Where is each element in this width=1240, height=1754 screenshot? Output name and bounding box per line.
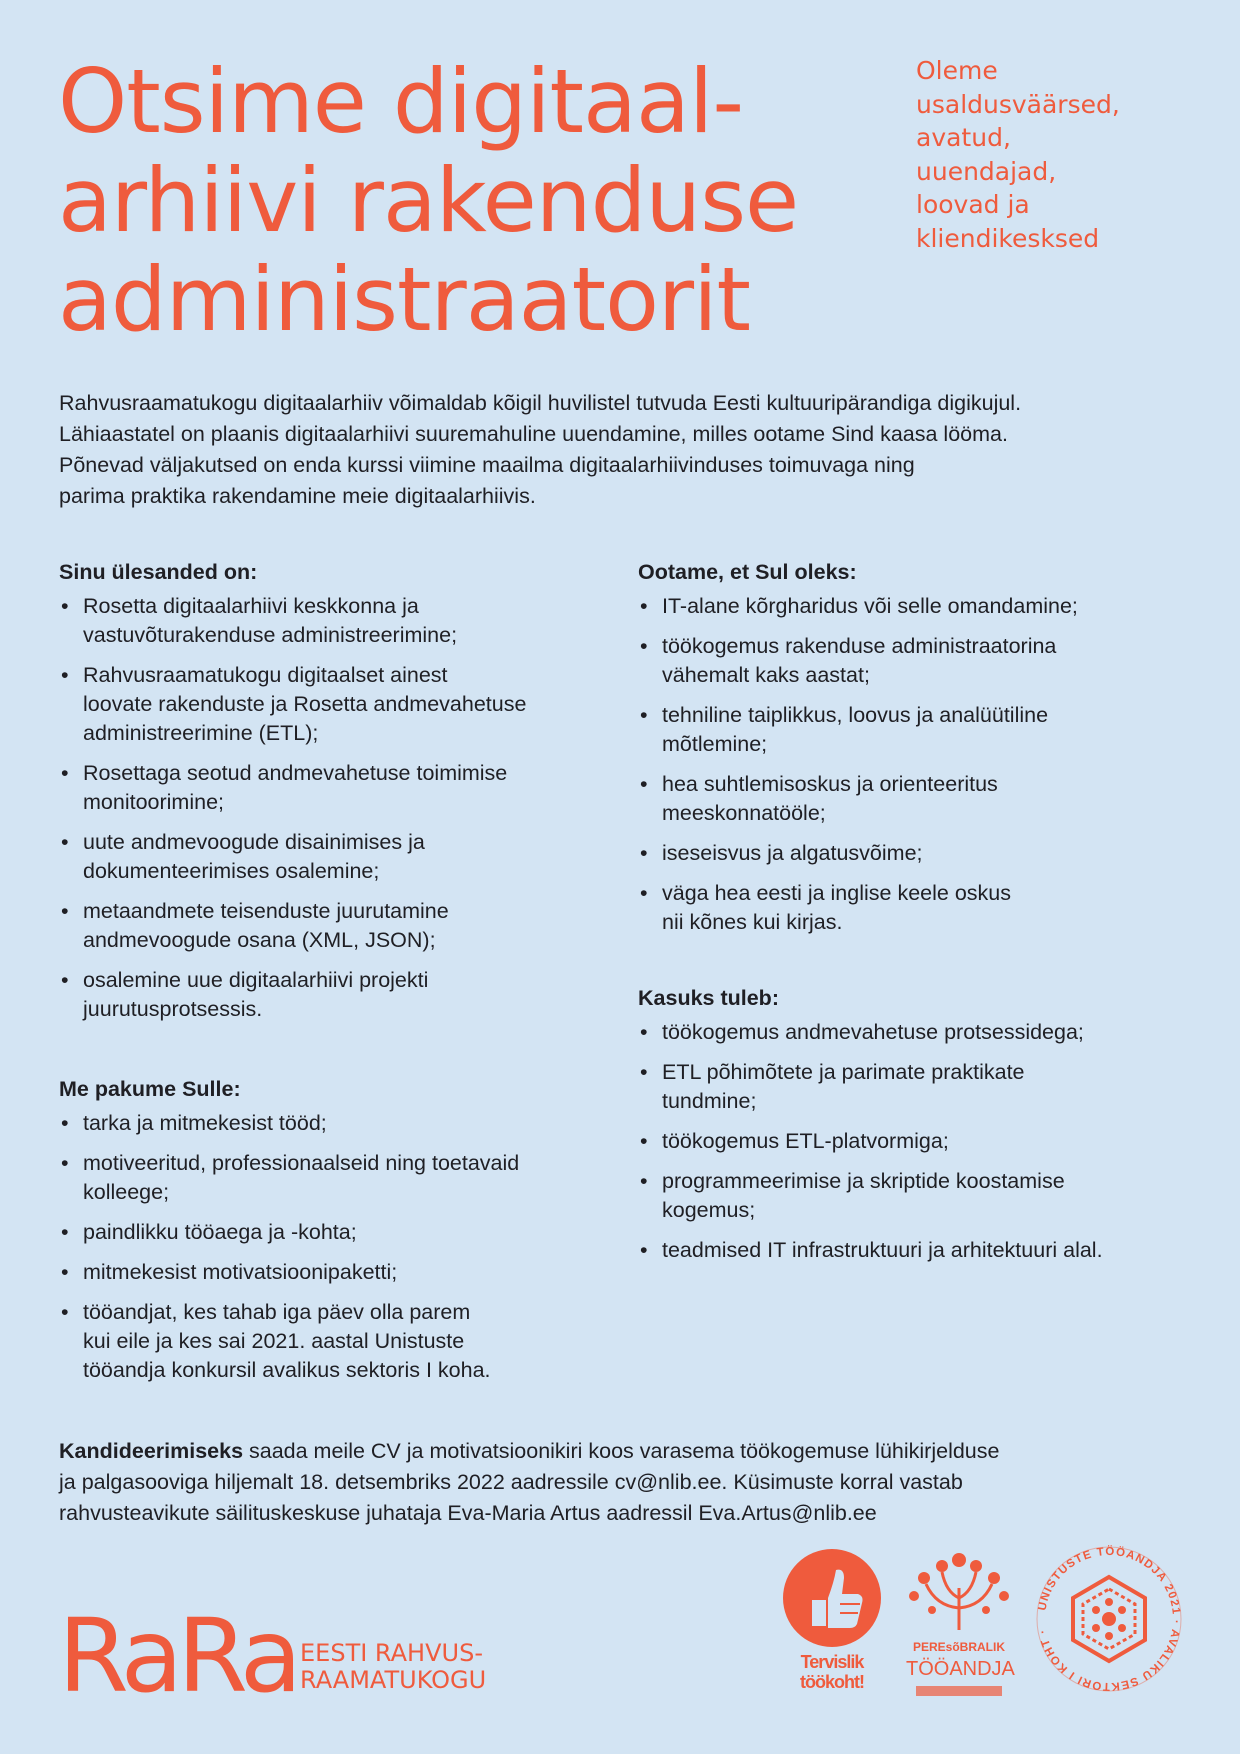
section-heading: Me pakume Sulle: — [59, 1077, 241, 1101]
seal-icon — [1034, 1544, 1184, 1694]
page-title — [58, 52, 888, 349]
list-item-text: Rahvusraamatukogu digitaalset ainest — [83, 663, 448, 687]
section-requirements — [638, 557, 1198, 948]
list-item — [59, 828, 599, 886]
apply-line1-rest: saada meile CV ja motivatsioonikiri koos varasema töökogemuse lühikirjelduse — [243, 1439, 1000, 1463]
rara-logo — [58, 1597, 297, 1716]
list-item-text: kogemus; — [662, 1198, 756, 1222]
bullet-icon: • — [61, 1260, 69, 1284]
list-item-text: tööandjat, kes tahab iga päev olla parem — [83, 1300, 471, 1324]
list-item-text: loovate rakenduste ja Rosetta andmevahetuse — [83, 692, 527, 716]
badge-health-line: töökoht! — [800, 1672, 864, 1692]
values-statement — [916, 54, 1216, 255]
list-item — [638, 1167, 1198, 1225]
list-item-text: programmeerimise ja skriptide koostamise — [662, 1169, 1065, 1193]
list-item-text: kolleege; — [83, 1180, 170, 1204]
list-item-text: mõtlemine; — [662, 732, 768, 756]
bullet-list — [59, 1109, 599, 1385]
bullet-icon: • — [640, 703, 648, 727]
list-item-text: motiveeritud, professionaalseid ning toetavaid — [83, 1151, 520, 1175]
bullet-icon: • — [640, 1129, 648, 1153]
apply-line: ja palgasooviga hiljemalt 18. detsembriks 2022 aadressile cv@nlib.ee. Küsimuste korral vastab — [59, 1470, 963, 1494]
list-item — [638, 1127, 1198, 1156]
list-item-text: metaandmete teisenduste juurutamine — [83, 899, 449, 923]
list-item — [638, 1236, 1198, 1265]
application-instructions — [59, 1436, 1199, 1529]
section-offer — [59, 1074, 599, 1396]
thumbs-up-icon — [782, 1548, 882, 1648]
title-line: Otsime digitaal- — [58, 50, 744, 153]
list-item — [638, 839, 1198, 868]
bullet-list — [59, 592, 599, 1024]
intro-line: Lähiaastatel on plaanis digitaalarhiivi suuremahuline uuendamine, milles ootame Sind kaasa lööma. — [59, 422, 1008, 446]
list-item — [59, 1258, 599, 1287]
list-item — [638, 1058, 1198, 1116]
list-item-text: Rosetta digitaalarhiivi keskkonna ja — [83, 594, 419, 618]
section-heading: Sinu ülesanded on: — [59, 560, 258, 584]
apply-line: rahvusteavikute säilituskeskuse juhataja Eva-Maria Artus aadressil Eva.Artus@nlib.ee — [59, 1501, 877, 1525]
list-item — [59, 897, 599, 955]
list-item-text: osalemine uue digitaalarhiivi projekti — [83, 968, 429, 992]
bullet-icon: • — [640, 1020, 648, 1044]
list-item-text: vähemalt kaks aastat; — [662, 663, 870, 687]
badge-family-text — [906, 1636, 1015, 1680]
list-item — [59, 1109, 599, 1138]
list-item — [638, 592, 1198, 621]
list-item-text: IT-alane kõrgharidus või selle omandamine; — [662, 594, 1078, 618]
list-item-text: administreerimine (ETL); — [83, 721, 319, 745]
intro-line: parima praktika rakendamine meie digitaalarhiivis. — [59, 484, 536, 508]
badge-family-line: PEREsõBRALIK — [912, 1640, 1005, 1654]
list-item — [638, 1018, 1198, 1047]
list-item-text: vastuvõturakenduse administreerimine; — [83, 623, 458, 647]
logo-subtitle-line: RAAMATUKOGU — [300, 1666, 487, 1694]
intro-paragraph — [59, 388, 1199, 512]
list-item-text: tundmine; — [662, 1089, 757, 1113]
bullet-icon: • — [640, 594, 648, 618]
list-item — [638, 632, 1198, 690]
badge-health-text — [782, 1652, 882, 1692]
values-line: usaldusväärsed, — [916, 89, 1120, 119]
list-item — [638, 770, 1198, 828]
logo-wordmark: RaRa — [58, 1597, 297, 1716]
bullet-icon: • — [61, 968, 69, 992]
list-item — [59, 1149, 599, 1207]
list-item — [59, 661, 599, 748]
list-item-text: tehniline taiplikkus, loovus ja analüütiline — [662, 703, 1049, 727]
list-item-text: ETL põhimõtete ja parimate praktikate — [662, 1060, 1025, 1084]
list-item — [59, 592, 599, 650]
list-item-text: töökogemus andmevahetuse protsessidega; — [662, 1020, 1084, 1044]
bullet-icon: • — [61, 830, 69, 854]
section-heading: Ootame, et Sul oleks: — [638, 560, 857, 584]
badge-health-line: Tervislik — [800, 1652, 864, 1672]
list-item — [59, 966, 599, 1024]
list-item-text: uute andmevoogude disainimises ja — [83, 830, 425, 854]
list-item-text: töökogemus rakenduse administraatorina — [662, 634, 1057, 658]
list-item-text: meeskonnatööle; — [662, 801, 826, 825]
logo-subtitle-line: EESTI RAHVUS- — [300, 1639, 483, 1667]
list-item — [638, 701, 1198, 759]
list-item-text: juurutusprotsessis. — [83, 997, 263, 1021]
list-item — [59, 1298, 599, 1385]
bullet-icon: • — [640, 881, 648, 905]
section-heading: Kasuks tuleb: — [638, 986, 779, 1010]
badge-family-line: TÖÖANDJA — [906, 1658, 1015, 1680]
bullet-icon: • — [61, 1111, 69, 1135]
section-tasks — [59, 557, 599, 1035]
list-item — [59, 759, 599, 817]
bullet-icon: • — [61, 594, 69, 618]
seal-text: UNISTUSTE TÖÖANDJA 2021 · AVALIKU SEKTORI I KOHT · — [1036, 1545, 1183, 1693]
list-item — [638, 879, 1198, 937]
list-item-text: töökogemus ETL-platvormiga; — [662, 1129, 949, 1153]
list-item-text: mitmekesist motivatsioonipaketti; — [83, 1260, 398, 1284]
badge-family-stripe — [916, 1686, 1002, 1696]
list-item-text: paindlikku tööaega ja -kohta; — [83, 1220, 357, 1244]
list-item-text: kui eile ja kes sai 2021. aastal Unistuste — [83, 1329, 465, 1353]
list-item-text: Rosettaga seotud andmevahetuse toimimise — [83, 761, 508, 785]
bullet-icon: • — [61, 1220, 69, 1244]
list-item-text: teadmised IT infrastruktuuri ja arhitektuuri alal. — [662, 1238, 1103, 1262]
bullet-icon: • — [640, 1169, 648, 1193]
section-bonus — [638, 983, 1198, 1276]
healthy-workplace-badge — [782, 1548, 882, 1700]
intro-line: Põnevad väljakutsed on enda kurssi viimine maailma digitaalarhiivinduses toimuvaga ning — [59, 453, 915, 477]
bullet-icon: • — [640, 772, 648, 796]
list-item-text: monitoorimine; — [83, 790, 224, 814]
bullet-icon: • — [640, 1238, 648, 1262]
values-line: loovad ja — [916, 190, 1030, 219]
bullet-icon: • — [640, 841, 648, 865]
list-item-text: nii kõnes kui kirjas. — [662, 910, 843, 934]
bullet-list — [638, 592, 1198, 937]
list-item-text: andmevoogude osana (XML, JSON); — [83, 928, 436, 952]
bullet-icon: • — [61, 663, 69, 687]
values-line: avatud, — [916, 123, 1011, 152]
list-item — [59, 1218, 599, 1247]
list-item-text: hea suhtlemisoskus ja orienteeritus — [662, 772, 998, 796]
bullet-icon: • — [61, 1151, 69, 1175]
values-line: uuendajad, — [916, 156, 1057, 186]
flower-emblem-icon — [906, 1548, 1012, 1632]
logo-subtitle — [300, 1640, 486, 1694]
bullet-icon: • — [61, 761, 69, 785]
bullet-icon: • — [61, 899, 69, 923]
list-item-text: iseseisvus ja algatusvõime; — [662, 841, 923, 865]
list-item-text: dokumenteerimises osalemine; — [83, 859, 380, 883]
dream-employer-seal — [1034, 1544, 1184, 1694]
title-line: arhiivi rakenduse — [58, 149, 799, 252]
apply-line — [59, 1436, 1199, 1467]
intro-line: Rahvusraamatukogu digitaalarhiiv võimaldab kõigil huvilistel tutvuda Eesti kultuuripärandiga digikujul. — [59, 391, 1022, 415]
family-friendly-employer-badge — [906, 1548, 1015, 1700]
apply-bold-lead: Kandideerimiseks — [59, 1439, 244, 1463]
list-item-text: tööandja konkursil avalikus sektoris I koha. — [83, 1358, 491, 1382]
bullet-icon: • — [61, 1300, 69, 1324]
bullet-list — [638, 1018, 1198, 1265]
bullet-icon: • — [640, 634, 648, 658]
title-line: administraatorit — [58, 248, 751, 351]
values-line: Oleme — [916, 56, 998, 85]
list-item-text: väga hea eesti ja inglise keele oskus — [662, 881, 1011, 905]
list-item-text: tarka ja mitmekesist tööd; — [83, 1111, 327, 1135]
bullet-icon: • — [640, 1060, 648, 1084]
values-line: kliendikesksed — [916, 223, 1100, 253]
